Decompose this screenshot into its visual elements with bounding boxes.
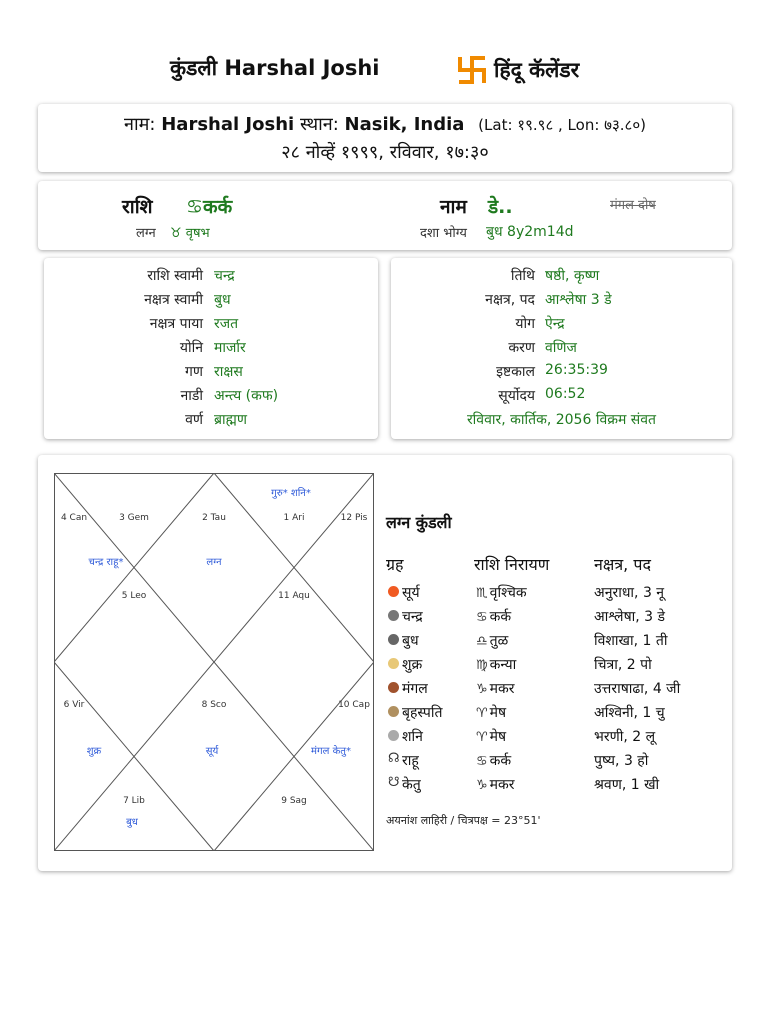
house-8-planets: बुध bbox=[126, 817, 138, 828]
planet-name: केतु bbox=[402, 777, 421, 793]
sign-7: 7 Lib bbox=[123, 796, 145, 806]
detail-key: राशि स्वामी bbox=[147, 268, 203, 284]
rashi-name: तुळ bbox=[489, 633, 509, 649]
planet-nakshatra: चित्रा, 2 पो bbox=[594, 657, 652, 673]
planet-row bbox=[386, 703, 716, 727]
planet-nakshatra: आश्लेषा, 3 डे bbox=[594, 609, 666, 625]
planet-name: बृहस्पति bbox=[402, 705, 443, 721]
planet-nakshatra: श्रवण, 1 खी bbox=[594, 777, 660, 793]
planet-name: मंगल bbox=[402, 681, 428, 697]
detail-value: अन्त्य (कफ) bbox=[214, 388, 279, 404]
sign-glyph: ♋ bbox=[476, 610, 488, 625]
planet-rashi bbox=[476, 607, 511, 626]
brand-name: हिंदू कॅलेंडर bbox=[494, 58, 580, 82]
sign-3: 3 Gem bbox=[119, 513, 149, 523]
planet-name: राहू bbox=[402, 753, 419, 769]
planet-rashi bbox=[476, 583, 527, 602]
mercury-icon bbox=[388, 634, 399, 645]
detail-row bbox=[44, 266, 378, 290]
swastik-icon bbox=[456, 54, 488, 86]
planet-name: शनि bbox=[402, 729, 423, 745]
ayanamsha-note: अयनांश लाहिरी / चित्रपक्ष = 23°51' bbox=[386, 814, 541, 827]
details-left-card bbox=[44, 258, 378, 439]
planet-rashi bbox=[476, 775, 515, 794]
detail-value: ऐन्द्र bbox=[545, 316, 565, 332]
detail-key: गण bbox=[184, 364, 203, 380]
detail-key: नक्षत्र पाया bbox=[149, 316, 203, 332]
birth-datetime: २८ नोव्हें १९९९, रविवार, १७:३० bbox=[281, 142, 489, 163]
detail-value: मार्जार bbox=[214, 340, 246, 356]
planet-row bbox=[386, 583, 716, 607]
detail-row bbox=[44, 410, 378, 434]
detail-row bbox=[391, 362, 732, 386]
rashi-value: ♋कर्क bbox=[186, 196, 233, 218]
house-7-planets: सूर्य bbox=[205, 746, 219, 757]
planet-rashi bbox=[476, 703, 506, 722]
birth-info-line bbox=[38, 112, 732, 136]
ketu-icon: ☋ bbox=[388, 775, 400, 790]
detail-row bbox=[391, 338, 732, 362]
planet-nakshatra: पुष्य, 3 हो bbox=[594, 753, 649, 769]
sign-11: 11 Aqu bbox=[278, 591, 310, 601]
page-title: कुंडली Harshal Joshi bbox=[170, 56, 380, 80]
mangal-dosh: मंगल दोष bbox=[610, 198, 656, 213]
detail-value: राक्षस bbox=[214, 364, 243, 380]
dasha-value: बुध 8y2m14d bbox=[486, 224, 574, 240]
planet-nakshatra: अनुराधा, 3 नू bbox=[594, 585, 665, 601]
lagna-label: लग्न bbox=[136, 226, 156, 241]
rashi-name: कर्क bbox=[489, 609, 512, 625]
place-label: स्थान: bbox=[299, 114, 339, 135]
detail-key: वर्ण bbox=[185, 412, 203, 428]
sign-glyph: ♑ bbox=[476, 682, 488, 697]
detail-value: आश्लेषा 3 डे bbox=[545, 292, 612, 308]
sign-glyph: ♋ bbox=[476, 754, 488, 769]
lagna-kundali-title: लग्न कुंडली bbox=[386, 513, 452, 532]
detail-value: बुध bbox=[214, 292, 231, 308]
detail-row bbox=[44, 362, 378, 386]
detail-key: योनि bbox=[179, 340, 203, 356]
detail-key: करण bbox=[508, 340, 535, 356]
sign-2: 2 Tau bbox=[202, 513, 226, 523]
planet-row bbox=[386, 607, 716, 631]
venus-icon bbox=[388, 658, 399, 669]
detail-key: नक्षत्र स्वामी bbox=[144, 292, 203, 308]
col-header-nakshatra: नक्षत्र, पद bbox=[594, 555, 651, 574]
planet-row bbox=[386, 679, 716, 703]
name-label: नाम: bbox=[124, 114, 156, 135]
detail-row bbox=[44, 314, 378, 338]
detail-value: 26:35:39 bbox=[545, 362, 608, 378]
sun-icon bbox=[388, 586, 399, 597]
sign-1: 1 Ari bbox=[283, 513, 305, 523]
sign-5: 5 Leo bbox=[121, 591, 147, 601]
rashi-name: मेष bbox=[489, 729, 507, 745]
house-10-planets: मंगल केतु* bbox=[311, 746, 351, 757]
planet-nakshatra: विशाखा, 1 ती bbox=[594, 633, 668, 649]
chart-grid bbox=[54, 473, 374, 851]
lat-lon: (Lat: १९.९८ , Lon: ७३.८०) bbox=[478, 116, 646, 134]
house-1-planets: लग्न bbox=[206, 557, 222, 568]
naam-label: नाम bbox=[440, 196, 467, 218]
planet-rashi bbox=[476, 655, 516, 674]
sign-12: 12 Pis bbox=[340, 513, 368, 523]
detail-value: रजत bbox=[214, 316, 239, 332]
detail-row bbox=[44, 386, 378, 410]
detail-key: नाडी bbox=[180, 388, 203, 404]
planet-row bbox=[386, 655, 716, 679]
planet-name: चन्द्र bbox=[402, 609, 423, 625]
samvat-line: रविवार, कार्तिक, 2056 विक्रम संवत bbox=[466, 412, 657, 428]
detail-row bbox=[391, 386, 732, 410]
planet-rashi bbox=[476, 679, 515, 698]
col-header-rashi: राशि निरायण bbox=[474, 555, 550, 574]
sign-9: 9 Sag bbox=[281, 796, 307, 806]
house-12-planets: गुरु* शनि* bbox=[271, 488, 311, 499]
jupiter-icon bbox=[388, 706, 399, 717]
planet-nakshatra: अश्विनी, 1 चु bbox=[594, 705, 665, 721]
moon-icon bbox=[388, 610, 399, 621]
rashi-name: कन्या bbox=[489, 657, 517, 673]
detail-row bbox=[391, 290, 732, 314]
planet-rashi bbox=[476, 631, 508, 650]
details-right-card bbox=[391, 258, 732, 439]
house-4-planets: चन्द्र राहू* bbox=[88, 557, 124, 568]
detail-value: षष्ठी, कृष्ण bbox=[545, 268, 600, 284]
detail-key: तिथि bbox=[510, 268, 535, 284]
rashi-name: वृश्चिक bbox=[489, 585, 527, 601]
col-header-planet: ग्रह bbox=[386, 555, 404, 574]
name-value: Harshal Joshi bbox=[161, 114, 295, 135]
house-6-planets: शुक्र bbox=[86, 746, 102, 757]
sign-glyph: ♑ bbox=[476, 778, 488, 793]
rahu-icon: ☊ bbox=[388, 751, 400, 766]
planet-row bbox=[386, 751, 716, 775]
detail-value: 06:52 bbox=[545, 386, 586, 402]
detail-value: वणिज bbox=[545, 340, 577, 356]
planet-nakshatra: भरणी, 2 लू bbox=[594, 729, 656, 745]
detail-key: इष्टकाल bbox=[496, 364, 535, 380]
detail-row bbox=[44, 338, 378, 362]
planet-rashi bbox=[476, 727, 506, 746]
sign-8: 8 Sco bbox=[201, 700, 227, 710]
planet-name: शुक्र bbox=[402, 657, 423, 673]
rashi-name: मकर bbox=[489, 777, 515, 793]
detail-row bbox=[391, 266, 732, 290]
detail-value: चन्द्र bbox=[214, 268, 235, 284]
detail-row bbox=[44, 290, 378, 314]
kundali-card bbox=[38, 455, 732, 871]
detail-key: सूर्योदय bbox=[498, 388, 535, 404]
planet-nakshatra: उत्तराषाढा, 4 जी bbox=[594, 681, 681, 697]
sign-glyph: ♈ bbox=[476, 706, 488, 721]
detail-key: नक्षत्र, पद bbox=[485, 292, 535, 308]
brand[interactable] bbox=[456, 54, 579, 86]
naam-value: डे.. bbox=[488, 196, 513, 218]
detail-row bbox=[391, 314, 732, 338]
lagna-value: ♉ वृषभ bbox=[170, 226, 210, 241]
sign-10: 10 Cap bbox=[338, 700, 370, 710]
planet-row bbox=[386, 727, 716, 751]
planet-rashi bbox=[476, 751, 511, 770]
rashi-name: मेष bbox=[489, 705, 507, 721]
planet-name: सूर्य bbox=[402, 585, 420, 601]
kundali-chart bbox=[54, 473, 374, 851]
mars-icon bbox=[388, 682, 399, 693]
saturn-icon bbox=[388, 730, 399, 741]
rashi-name: मकर bbox=[489, 681, 515, 697]
sign-6: 6 Vir bbox=[63, 700, 85, 710]
rashi-name: कर्क bbox=[489, 753, 512, 769]
detail-value: ब्राह्मण bbox=[214, 412, 247, 428]
sign-4: 4 Can bbox=[60, 513, 88, 523]
planet-row bbox=[386, 631, 716, 655]
sign-glyph: ♏ bbox=[476, 586, 488, 601]
summary-card bbox=[38, 181, 732, 250]
place-value: Nasik, India bbox=[344, 114, 465, 135]
sign-glyph: ♎ bbox=[476, 634, 488, 649]
detail-key: योग bbox=[515, 316, 535, 332]
planet-name: बुध bbox=[402, 633, 419, 649]
birth-info-card bbox=[38, 104, 732, 172]
sign-glyph: ♈ bbox=[476, 730, 488, 745]
sign-glyph: ♍ bbox=[476, 658, 488, 673]
planet-row bbox=[386, 775, 716, 799]
dasha-label: दशा भोग्य bbox=[420, 226, 467, 241]
rashi-label: राशि bbox=[122, 196, 153, 218]
